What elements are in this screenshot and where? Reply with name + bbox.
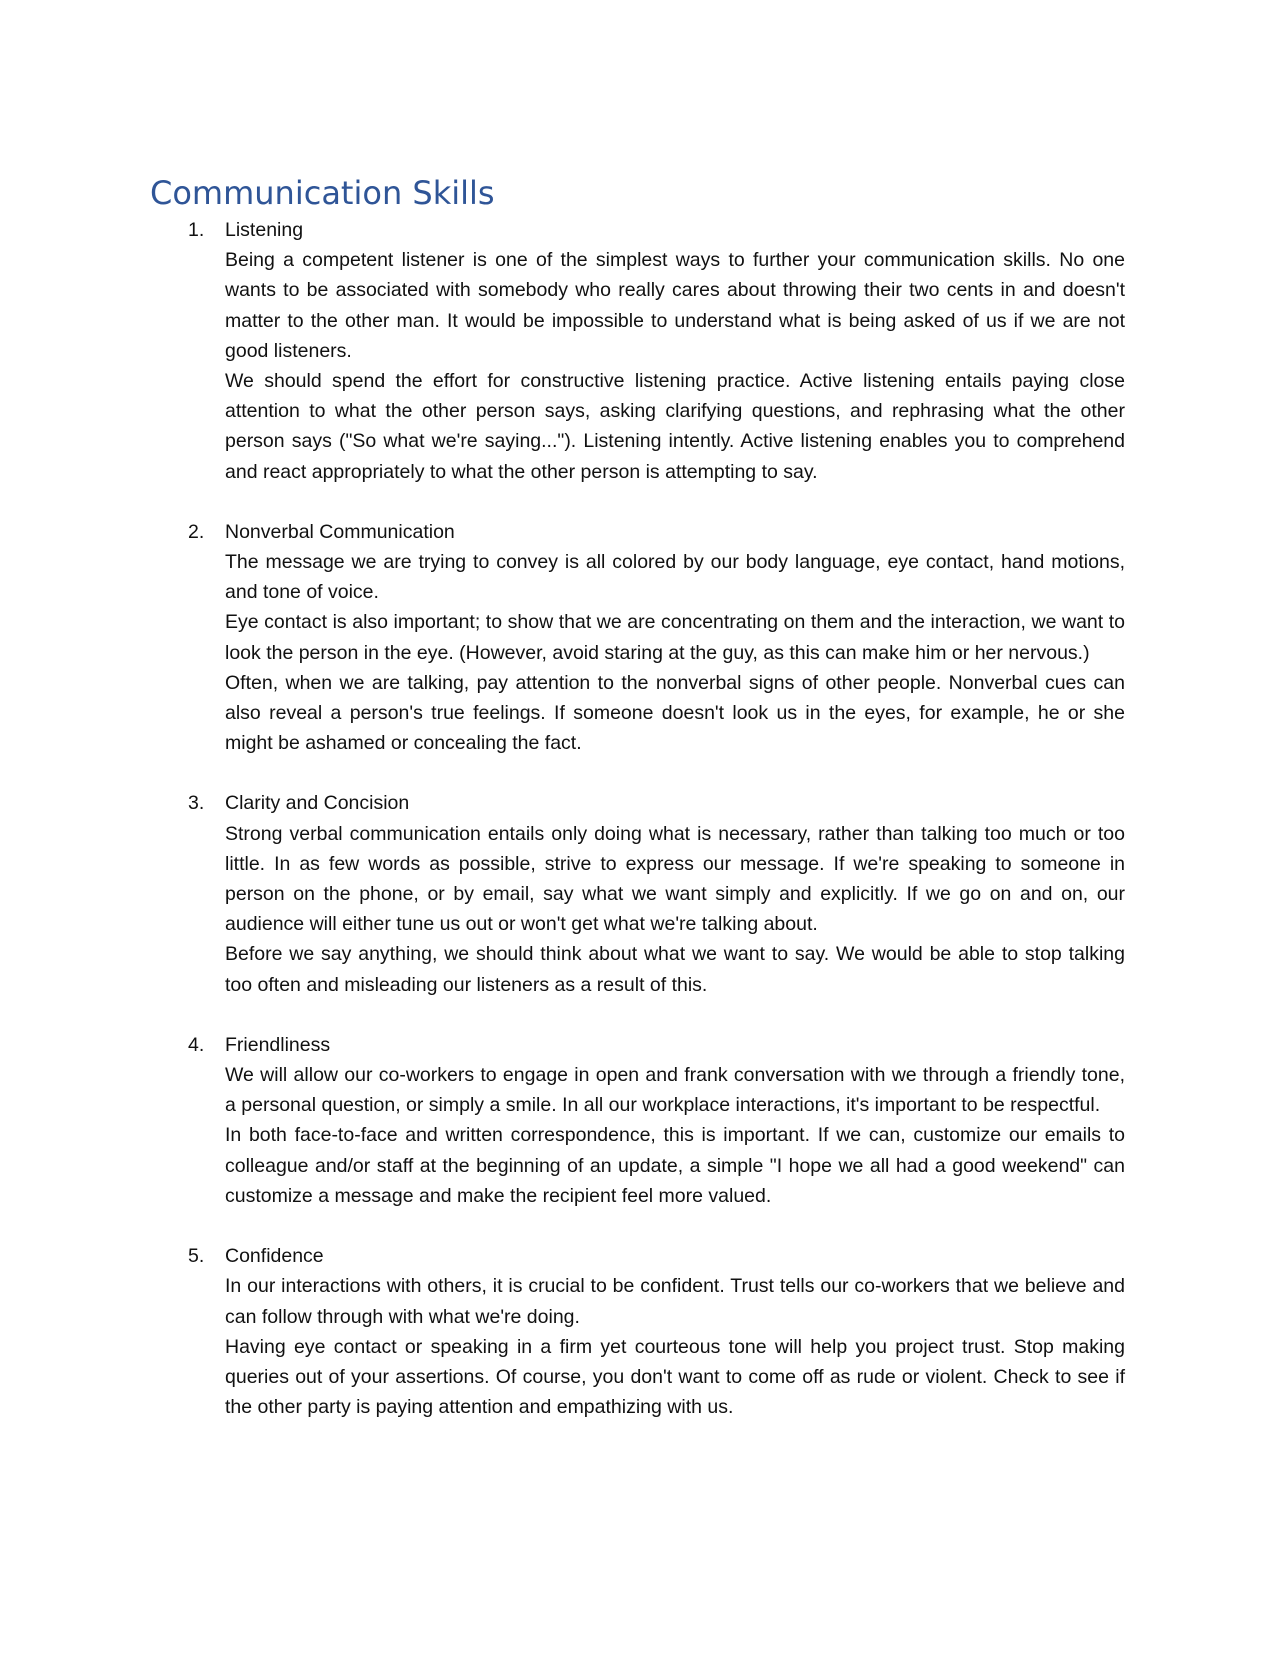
list-item-body [225, 1241, 1125, 1422]
paragraph: Strong verbal communication entails only doing what is necessary, rather than talking too much or too little. In as few words as possible, strive to express our message. If we're speaking to someone in person on the phone, or by email, say what we want simply and explicitly. If we go on and on, our audience will either tune us out or won't get what we're talking about. [225, 822, 1125, 936]
list-item-number: 3. [188, 792, 205, 815]
paragraph: Before we say anything, we should think about what we want to say. We would be able to stop talking too often and misleading our listeners as a result of this. [225, 943, 1125, 996]
list-item-number: 2. [188, 520, 205, 543]
paragraph: In both face-to-face and written correspondence, this is important. If we can, customize our emails to colleague and/or staff at the beginning of an update, a simple "I hope we all had a good weekend" can customize a message and make the recipient feel more valued. [225, 1124, 1125, 1207]
list-item [0, 215, 1280, 487]
list-item-number: 5. [188, 1245, 205, 1268]
section-heading-confidence: Confidence [225, 1245, 324, 1268]
skills-list [0, 215, 1280, 1452]
list-item-number: 1. [188, 219, 205, 241]
list-item [0, 517, 1280, 759]
list-item [0, 1241, 1280, 1422]
section-heading-nonverbal-communication: Nonverbal Communication [225, 520, 455, 543]
list-item-body [225, 788, 1125, 999]
list-item-body [225, 1030, 1125, 1211]
paragraph: We will allow our co-workers to engage in open and frank conversation with we through a friendly tone, a personal question, or simply a smile. In all our workplace interactions, it's important to be respectful. [225, 1064, 1125, 1117]
section-heading-clarity-and-concision: Clarity and Concision [225, 792, 410, 815]
paragraph: Having eye contact or speaking in a firm yet courteous tone will help you project trust. Stop making queries out of your assertions. Of course, you don't want to come off as rude or violent. Check to see if the other party is paying attention and empathizing with us. [225, 1335, 1125, 1419]
list-item-body [225, 517, 1125, 759]
paragraph: The message we are trying to convey is all colored by our body language, eye contact, hand motions, and tone of voice. [225, 551, 1125, 604]
section-heading-listening: Listening [225, 219, 304, 241]
paragraph: We should spend the effort for constructive listening practice. Active listening entails paying close attention to what the other person says, asking clarifying questions, and rephrasing what the other person says ("So what we're saying..."). Listening intently. Active listening enables you to comprehend and react appropriately to what the other person is attempting to say. [225, 370, 1125, 483]
list-item-body [225, 215, 1125, 487]
paragraph: Being a competent listener is one of the simplest ways to further your communication skills. No one wants to be associated with somebody who really cares about throwing their two cents in and doesn't matter to the other man. It would be impossible to understand what is being asked of us if we are not good listeners. [225, 249, 1125, 362]
list-item [0, 1030, 1280, 1211]
document-title: Communication Skills [150, 174, 495, 212]
paragraph: Eye contact is also important; to show that we are concentrating on them and the interaction, we want to look the person in the eye. (However, avoid staring at the guy, as this can make him or her nervous.) [225, 611, 1125, 664]
section-heading-friendliness: Friendliness [225, 1033, 331, 1056]
paragraph: In our interactions with others, it is crucial to be confident. Trust tells our co-workers that we believe and can follow through with what we're doing. [225, 1275, 1125, 1328]
paragraph: Often, when we are talking, pay attention to the nonverbal signs of other people. Nonverbal cues can also reveal a person's true feelings. If someone doesn't look us in the eyes, for example, he or she might be ashamed or concealing the fact. [225, 671, 1125, 755]
list-item-number: 4. [188, 1033, 205, 1056]
list-item [0, 788, 1280, 999]
